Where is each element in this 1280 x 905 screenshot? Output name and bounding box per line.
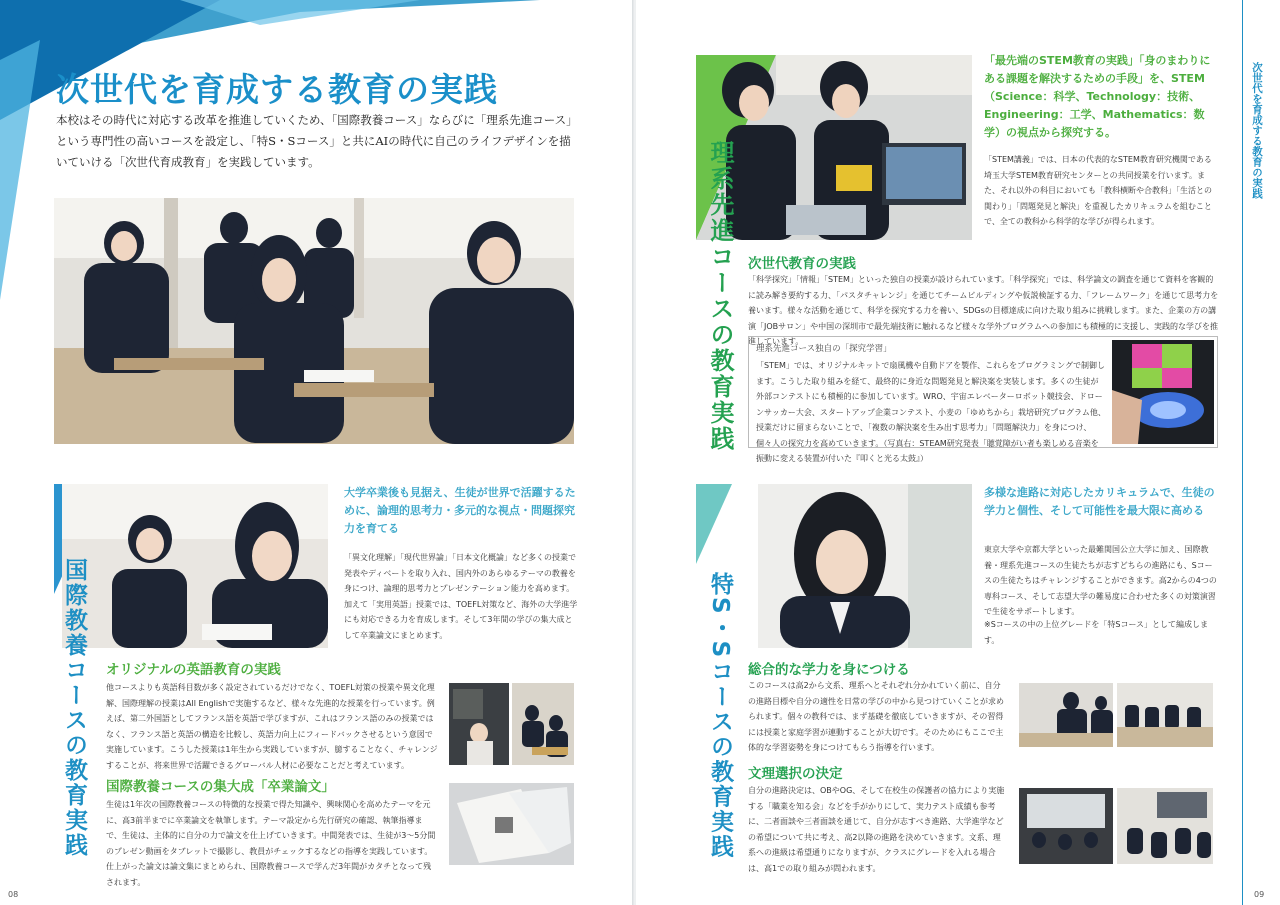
science-box-label: 理系先進コース独自の「探究学習」: [756, 344, 892, 354]
science-lead-body: 「STEM講義」では、日本の代表的なSTEM教育研究機関である埼玉大学STEM教育研究センターとの共同授業を行います。また、それ以外の科目においても「教科横断や合教科」「生活との関わり」「問題発見と解決」を重視したカリキュラムを組むことで、全ての教科から科学的な学びが得られます。: [984, 155, 1212, 226]
meeting-photo-1: [1019, 788, 1113, 864]
special-section1-body: このコースは高2から文系、理系へとそれぞれ分かれていく前に、自分の進路目標や自分の適性を日常の学びの中から見つけていくことが求められます。個々の教科では、まず基礎を徹底していきますが、その習得には授業と家庭学習が連動することが大切です。そのためにもここで主体的な学習姿勢を身につけてもらう指導を行います。: [748, 681, 1004, 752]
science-lead: 「最先端のSTEM教育の実践」「身のまわりにある課題を解決するための手段」を、STEM（Science：科学、Technology：技術、Engineering：工学、Mathematics：数学）の視点から探究する。: [984, 54, 1211, 139]
intl-section2-body: 生徒は1年次の国際教養コースの特徴的な授業で得た知識や、興味関心を高めたテーマを元に、高3前半までに卒業論文を執筆します。テーマ設定から先行研究の確認、執筆指導まで、生徒は、主体的に自分の力で論文を仕上げていきます。中間発表では、生徒が3〜5分間のプレゼン動画をタブレットで撮影し、教員がチェックするなどの指導を実践しています。仕上がった論文は論文集にまとめられ、国際教養コースで学んだ3年間がカタチとなって残されます。: [106, 800, 436, 887]
side-tab-label: 次世代を育成する教育の実践: [1251, 62, 1263, 199]
classroom-photo: [54, 198, 574, 444]
science-robot-photo: [696, 55, 972, 240]
science-vertical-title: 理系先進コースの教育実践: [706, 140, 734, 452]
special-lead-body: 東京大学や京都大学といった最難関国公立大学に加え、国際教養・理系先進コースの生徒たちが志すどちらの進路にも、Sコースの生徒たちはチャレンジすることができます。高2からの4つの専科コース、そして志望大学の難易度に合わせた多くの対策演習で生徒をサポートします。: [984, 545, 1217, 616]
english-class-photo-2: [512, 683, 574, 765]
intl-vertical-title: 国際教養コースの教育実践: [61, 558, 87, 858]
intl-section1-heading: オリジナルの英語教育の実践: [106, 662, 281, 678]
page-number-left: 08: [8, 890, 19, 899]
light-drum-photo: [1112, 340, 1214, 444]
intl-section2-heading: 国際教養コースの集大成「卒業論文」: [106, 779, 335, 795]
side-tab-divider: [1242, 0, 1243, 905]
page-number-right: 09: [1254, 890, 1265, 899]
special-student-photo: [758, 484, 972, 648]
science-section-body: 「科学探究」「情報」「STEM」といった独自の授業が設けられています。「科学探究」では、科学論文の調査を通じて資料を客観的に読み解き要約する力、「パスタチャレンジ」を通じてチームビルディングや仮説検証する力、「フレームワーク」を通じて思考力を養います。様々な活動を通じて、科学を探究する力を養い、SDGsの目標達成に向けた取り組みに挑戦します。また、企業の方の講演「JOBサロン」や中国の深圳市で最先端技術に触れるなど様々な学外プログラムへの参加にも積極的に支援し、実践的な学びを推進しています。: [748, 275, 1219, 346]
thesis-booklet-photo: [449, 783, 574, 865]
side-tab: [1242, 0, 1280, 905]
english-class-photo-1: [449, 683, 509, 765]
science-section-heading: 次世代教育の実践: [748, 256, 856, 272]
left-page: [0, 0, 634, 905]
meeting-photo-2: [1117, 788, 1213, 864]
study-photo-2: [1117, 683, 1213, 747]
page-title: 次世代を育成する教育の実践: [56, 70, 498, 109]
special-section1-heading: 総合的な学力を身につける: [748, 662, 910, 678]
study-photo-1: [1019, 683, 1113, 747]
special-triangle: [696, 484, 732, 564]
special-section2-body: 自分の進路決定は、OBやOG、そして在校生の保護者の協力により実施する「職業を知る会」などを手がかりにして、実力テスト成績も参考に、二者面談や三者面談を通じて、自分が志すべき進路、大学進学などの希望について共に考え、高2以降の進路を決めていきます。文系、理系への進級は希望通りになりますが、クラスにグレードを入れる場合は、高1での取り組みが問われます。: [748, 786, 1005, 873]
intl-lead-body: 「異文化理解」「現代世界論」「日本文化概論」など多くの授業で発表やディベートを取り入れ、国内外のあらゆるテーマの教養を身につけ、論理的思考力とプレゼンテーション能力を高めます。加えて「実用英語」授業では、TOEFL対策など、海外の大学進学にも対応できる力を育成します。そして3年間の学びの集大成として卒業論文にまとめます。: [344, 553, 578, 640]
special-section2-heading: 文理選択の決定: [748, 766, 843, 782]
intl-students-photo: [62, 484, 328, 648]
intro-text: 本校はその時代に対応する改革を推進していくため、「国際教養コース」ならびに「理系先進コース」という専門性の高いコースを設定し、「特S・Sコース」と共にAIの時代に自己のライフデザインを描いていける「次世代育成教育」を実践しています。: [56, 113, 578, 169]
science-box-body: 「STEM」では、オリジナルキットで扇風機や自動ドアを製作、これらをプログラミングで制御します。こうした取り組みを経て、最終的に身近な問題発見と解決案を実装します。多くの生徒が外部コンテストにも積極的に参加しています。WRO、宇宙エレベーターロボット競技会、ドローンサッカー大会、スタートアップ企業コンテスト、小麦の「ゆめちから」栽培研究プログラム他、授業だけに留まらないことで、「複数の解決案を生み出す思考力」「問題解決力」を身につけ、個々人の探究力を高めていきます。（写真右：STEAM研究発表「聴覚障がい者も楽しめる音楽を振動に変える装置が付いた『叩くと光る太鼓』）: [756, 361, 1106, 463]
special-note: ※Sコースの中の上位グレードを「特Sコース」として編成します。: [984, 620, 1209, 645]
special-lead: 多様な進路に対応したカリキュラムで、生徒の学力と個性、そして可能性を最大限に高める: [984, 486, 1215, 517]
right-page: [636, 0, 1280, 905]
special-vertical-title: 特S・Sコースの教育実践: [707, 572, 733, 860]
intl-lead: 大学卒業後も見据え、生徒が世界で活躍するために、論理的思考力・多元的な視点・問題探究力を育てる: [344, 486, 576, 535]
intl-section1-body: 他コースよりも英語科目数が多く設定されているだけでなく、TOEFL対策の授業や異文化理解、国際理解の授業はAll Englishで実施するなど、様々な先進的な授業を行っています。例えば、第二外国語としてフランス語を英語で学びますが、これはフランス語のみの授業ではなく、フランス語と英語の構造を比較し、英語力向上にフィードバックさせるという意図で実施しています。こうした授業は1年生から実践していますが、臆することなく、チャレンジすることが、将来世界で活躍できるグローバル人材に必要なことだと考えています。: [106, 683, 438, 770]
